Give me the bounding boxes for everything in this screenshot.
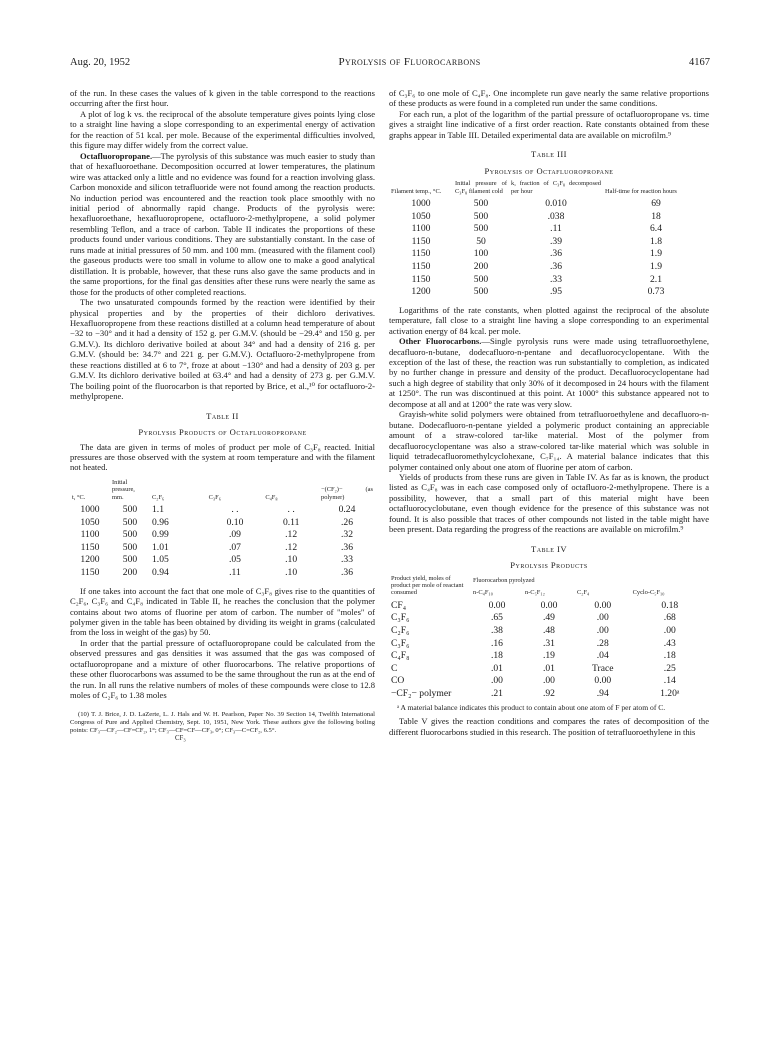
- table-stub-header: Product yield, moles of product per mole of reactant consumed: [391, 574, 464, 597]
- table-row: [389, 650, 709, 663]
- table-cell: .14: [663, 675, 676, 687]
- table-cell: −CF₂− polymer: [391, 687, 452, 699]
- table-header: C₃F₆: [208, 493, 221, 501]
- table-cell: .038: [547, 210, 565, 222]
- table-row: [389, 612, 709, 625]
- paragraph: Yields of products from these runs are given in Table IV. As far as is known, the product listed as C₄F₈ was in each case composed only of octafluoro-2-methylpropene. There is a possibility, however, that a small part of this material might have been octafluorocyclobutane, even though evidence for the presence of this substance was not found. It is also possible that traces of other compounds not listed in the table might have been present. Data regarding the progress of the reactions are available on microfilm.⁹: [389, 471, 709, 535]
- table-cell: .28: [596, 637, 609, 649]
- table-3-title: Pyrolysis of Octafluoropropane: [484, 165, 614, 176]
- table-row: [389, 600, 709, 613]
- table-cell: 1000: [80, 504, 100, 516]
- table-cell: .00: [542, 675, 555, 687]
- table-cell: 200: [473, 260, 489, 272]
- table-cell: 500: [122, 554, 138, 566]
- table-header: n-C₅F₁₂: [524, 589, 545, 597]
- table-cell: .49: [542, 612, 555, 624]
- table-cell: 500: [122, 516, 138, 528]
- table-cell: CO: [391, 675, 405, 687]
- table-2: [70, 479, 375, 580]
- table-row: [389, 675, 709, 688]
- table-cell: .11: [550, 223, 562, 235]
- table-cell: 1200: [411, 286, 431, 298]
- paragraph: of C₃F₆ to one mole of C₄F₈. One incomplete run gave nearly the same relative proportions of these products as were found in a completed run under the same conditions.: [389, 88, 709, 109]
- table-cell: .36: [550, 248, 562, 260]
- table-cell: Trace: [592, 662, 614, 674]
- table-4: [389, 575, 709, 701]
- run-in-heading: Other Fluorocarbons.: [399, 336, 482, 347]
- table-cell: .12: [285, 541, 298, 553]
- table-row: [70, 517, 375, 530]
- table-cell: .01: [490, 662, 503, 674]
- paragraph: In order that the partial pressure of octafluoropropane could be calculated from the observed pressures and gas densities it was assumed that the gas was composed of octafluoropropane and a mixture of other fluorocarbons. The relative proportions of these other fluorocarbons was assumed to be the same throughout the run as at the end of the run. In all runs the relative numbers of moles of these compounds were close to 12.8 moles of C₂F₆ to 1.38 moles: [70, 637, 375, 701]
- left-column: [70, 88, 375, 743]
- table-cell: .95: [550, 286, 562, 298]
- table-cell: 1.01: [152, 541, 169, 553]
- table-cell: .01: [542, 662, 555, 674]
- table-cell: .12: [285, 529, 298, 541]
- table-cell: 0.00: [488, 599, 506, 611]
- table-cell: C₃F₆: [391, 637, 410, 649]
- table-group-header: Fluorocarbon pyrolyzed: [473, 577, 535, 585]
- table-cell: .92: [542, 687, 555, 699]
- table-cell: 1000: [411, 197, 431, 209]
- table-cell: 100: [473, 248, 489, 260]
- table-row: [389, 688, 709, 701]
- table-cell: 1150: [411, 273, 431, 285]
- paragraph: [70, 151, 375, 297]
- table-cell: 500: [473, 210, 489, 222]
- table-cell: .94: [596, 687, 609, 699]
- table-cell: .05: [228, 554, 241, 566]
- header-date: Aug. 20, 1952: [70, 57, 131, 68]
- table-cell: 1100: [80, 529, 100, 541]
- table-row: [389, 286, 709, 299]
- paragraph: Logarithms of the rate constants, when plotted against the reciprocal of the absolute temperature, fall close to a straight line having a slope corresponding to an experimental activation energy of 84 kcal. per mole.: [389, 304, 709, 336]
- table-header: Initial pressure, mm.: [112, 478, 135, 501]
- table-row: [389, 223, 709, 236]
- table-cell: .31: [542, 637, 555, 649]
- table-cell: CF₄: [391, 599, 407, 611]
- table-cell: 500: [122, 541, 138, 553]
- table-cell: 1100: [411, 223, 431, 235]
- table-cell: .19: [542, 650, 555, 662]
- table-cell: C₂F₆: [391, 625, 410, 637]
- table-header: n-C₄F₁₀: [473, 589, 493, 597]
- table-cell: 0.73: [647, 286, 665, 298]
- table-header: C₂F₆: [152, 493, 165, 501]
- footnote: (10) T. J. Brice, J. D. LaZerte, L. J. Hals and W. H. Pearlson, Paper No. 39 Section 14, Twelfth International Congress of Pure and Applied Chemistry, Sept. 10, 1951, New York. These authors give the following boiling points: CF₃—CF₂—CF=CF₂, 1°; CF₃—CF=CF—CF₃, 0°; CF₃—C=CF₂, 6.5°.: [70, 710, 375, 735]
- table-cell: .10: [285, 567, 298, 579]
- table-cell: 1050: [411, 210, 431, 222]
- table-cell: 1.05: [152, 554, 169, 566]
- header-title: Pyrolysis of Fluorocarbons: [338, 56, 481, 68]
- table-header: Filament temp., °C.: [391, 187, 442, 195]
- table-row: [389, 638, 709, 651]
- table-cell: 1.9: [650, 248, 662, 260]
- table-row: [389, 261, 709, 274]
- table-cell: 500: [473, 273, 489, 285]
- table-cell: .18: [490, 650, 503, 662]
- table-cell: .26: [341, 516, 353, 528]
- table-cell: 500: [473, 286, 489, 298]
- table-row: [70, 567, 375, 580]
- table-header: −(CF₂)− (as polymer): [321, 486, 373, 501]
- table-cell: .11: [229, 567, 241, 579]
- table-header: C₄F₈: [265, 493, 278, 501]
- paragraph: For each run, a plot of the logarithm of the partial pressure of octafluoropropane vs. time gives a straight line indicative of a first order reaction. Rate constants obtained from these graphs appear in Table III. Detailed experimental data are available on microfilm.⁹: [389, 108, 709, 140]
- table-cell: 0.24: [338, 504, 356, 516]
- table-row: [389, 625, 709, 638]
- table-cell: C₄F₈: [391, 650, 410, 662]
- table-2-title: Pyrolysis Products of Octafluoropropane: [138, 427, 307, 438]
- table-cell: 1.1: [152, 504, 164, 516]
- table-cell: 0.010: [545, 197, 567, 209]
- paragraph-text: —The pyrolysis of this substance was much easier to study than that of hexafluoroethane. Decomposition occurred at lower temperatures, the platinum wire was attacked only a little and no evidence was found for a reaction involving glass. Carbon monoxide and silicon tetrafluoride were not found among the reaction products. No induction period was encountered and the reaction took place smoothly with no initial period of abnormally rapid change. Products of the pyrolysis were: hexafluoroethane, hexafluoropropene, octafluoro-2-methylpropene, a solid polymer resembling Teflon, and a trace of carbon. Table II indicates the proportions of these products found under various conditions. They are substantially constant. In the case of runs made at initial pressures of 50 mm. and 100 mm. (measured with the filament cool) the gaseous products were too small in volume to allow one to make a good analytical distillation. It is probable, however, that these runs also gave the same products and in the same proportions, for the final gas densities after these runs were nearly the same as those for the products of other completed reactions.: [70, 150, 375, 297]
- table-cell: 1.9: [650, 260, 662, 272]
- table-cell: .33: [550, 273, 562, 285]
- table-cell: .00: [663, 625, 676, 637]
- table-header: C₂F₄: [576, 589, 590, 597]
- table-cell: .04: [596, 650, 609, 662]
- table-4-footnote: ᵃ A material balance indicates this product to contain about one atom of F per atom of C.: [397, 702, 666, 712]
- table-cell: 0.94: [152, 567, 169, 579]
- table-cell: 1.8: [650, 235, 662, 247]
- table-cell: 500: [122, 504, 138, 516]
- table-cell: C: [391, 662, 398, 674]
- right-column: [389, 88, 709, 737]
- table-cell: C₃F₆: [391, 612, 410, 624]
- table-cell: 0.18: [661, 599, 679, 611]
- paragraph: If one takes into account the fact that one mole of C₃F₈ gives rise to the quantities of C₂F₆, C₃F₆ and C₄F₈ indicated in Table II, he reaches the conclusion that the polymer contains about two atoms of fluorine per atom of carbon. The number of "moles" of polymer given in the table has been obtained by dividing its weight in grams (calculated from the loss in weight of the gas) by 50.: [70, 585, 375, 638]
- paragraph: [389, 336, 709, 409]
- table-3: [389, 180, 709, 299]
- table-cell: 500: [473, 197, 489, 209]
- paragraph: Table V gives the reaction conditions and compares the rates of decomposition of the different fluorocarbons studied in this research. The position of tetrafluoroethylene in this: [389, 716, 709, 737]
- table-cell: .18: [663, 650, 676, 662]
- table-cell: .36: [341, 541, 353, 553]
- table-cell: .48: [542, 625, 555, 637]
- table-4-label: Table IV: [530, 543, 568, 554]
- table-cell: .21: [490, 687, 503, 699]
- table-row: [389, 248, 709, 261]
- paragraph: The two unsaturated compounds formed by the reaction were identified by their physical properties and by the properties of their dichloro derivatives. Hexafluoropropene from these reactions distilled at a column head temperature of about −32 to −30° and it had a density of 152 g. per G.M.V. (should be −29.4° and 150 g. per G.M.V.). Its dichloro derivative boiled at about 34° and had a density of 216 g. per G.M.V. (should be: 34.7° and 221 g. per G.M.V.). Octafluoro-2-methylpropene from these reactions distilled at 6 to 7°, froze at about −130° and had a density of 203 g. per G.M.V. Its dichloro derivative boiled at 63.4° and had a density of 273 g. per G.M.V. The boiling point of the fluorocarbon is that reported by Brice, et al.,¹⁰ for octafluoro-2-methylpropene.: [70, 297, 375, 402]
- table-cell: .36: [550, 260, 562, 272]
- table-cell: 500: [473, 223, 489, 235]
- footnote-formula-tail: CF₃: [175, 735, 186, 743]
- paragraph: Grayish-white solid polymers were obtained from tetrafluoroethylene and decafluoro-n-butane. Dodecafluoro-n-pentane yielded a polymeric product containing an appreciable amount of a straw-colored tar-like material. Most of the polymer from decafluorocyclopentane was also a straw-colored tar-like material which was soluble in liquid tetradecafluoromethylcyclohexane, C₇F₁₄. A material balance indicates that this polymer contained only about one atom of fluorine per atom of carbon.: [389, 409, 709, 472]
- table-cell: 6.4: [650, 223, 662, 235]
- table-cell: .16: [490, 637, 503, 649]
- table-cell: . .: [231, 504, 239, 516]
- table-cell: 1150: [411, 248, 431, 260]
- table-cell: 500: [122, 529, 138, 541]
- table-cell: .32: [341, 529, 353, 541]
- table-cell: .10: [285, 554, 298, 566]
- table-cell: 0.96: [152, 516, 169, 528]
- table-cell: 1200: [80, 554, 100, 566]
- table-cell: 200: [122, 567, 138, 579]
- table-3-label: Table III: [530, 149, 568, 160]
- table-2-note: The data are given in terms of moles of product per mole of C₃F₈ reacted. Initial pressures are those observed with the system at room temperature and with the filament not heated.: [70, 441, 375, 473]
- table-cell: .39: [550, 235, 562, 247]
- table-row: [389, 211, 709, 224]
- table-cell: 0.00: [594, 675, 612, 687]
- table-cell: .65: [490, 612, 503, 624]
- table-cell: 2.1: [650, 273, 662, 285]
- run-in-heading: Octafluoropropane.: [80, 150, 153, 161]
- table-cell: 1.20ᵃ: [660, 687, 680, 699]
- table-header: Half-time for reaction hours: [605, 187, 677, 195]
- table-cell: 18: [651, 210, 661, 222]
- table-cell: .68: [663, 612, 676, 624]
- running-header: [70, 56, 710, 70]
- paragraph: of the run. In these cases the values of k given in the table correspond to the reactions occurring after the first hour.: [70, 88, 375, 109]
- table-header: Initial pressure of C₃F₈ filament cold: [455, 180, 507, 195]
- table-cell: 1150: [411, 235, 431, 247]
- table-row: [389, 663, 709, 676]
- table-cell: .38: [490, 625, 503, 637]
- table-cell: .25: [663, 662, 676, 674]
- table-cell: .07: [228, 541, 241, 553]
- table-cell: 0.99: [152, 529, 169, 541]
- table-cell: .33: [341, 554, 353, 566]
- table-row: [70, 542, 375, 555]
- table-cell: 50: [476, 235, 486, 247]
- header-page-number: 4167: [689, 57, 710, 68]
- table-cell: .00: [596, 612, 609, 624]
- table-row: [389, 236, 709, 249]
- table-cell: 0.11: [282, 516, 300, 528]
- table-row: [389, 274, 709, 287]
- table-4-title: Pyrolysis Products: [510, 560, 588, 571]
- table-cell: .36: [341, 567, 353, 579]
- table-cell: 0.00: [594, 599, 612, 611]
- table-cell: .43: [663, 637, 676, 649]
- table-row: [389, 198, 709, 211]
- table-cell: 1150: [80, 541, 100, 553]
- table-cell: 0.10: [226, 516, 244, 528]
- table-cell: .00: [596, 625, 609, 637]
- table-2-label: Table II: [206, 410, 239, 421]
- table-header: Cyclo-C₅F₁₀: [632, 589, 665, 597]
- paragraph-text: —Single pyrolysis runs were made using tetrafluoroethylene, decafluoro-n-butane, dodecafluoro-n-pentane and decafluorocyclopentane. With the exception of the last of these, the reaction was run substantially to completion, as indicated by no further change in pressure and density of the product. Decafluorocyclopentane had such a high degree of stability that only 30% of it decomposed in 24 hours with the filament at 1250°. The run was discontinued at this point. At 1000° this substance appeared not to decompose at all and at 1200° the rate was very slow.: [389, 336, 709, 409]
- table-cell: 1050: [80, 516, 100, 528]
- table-cell: .09: [228, 529, 241, 541]
- table-header: k, fraction of C₃F₈ decomposed per hour: [511, 180, 601, 195]
- table-row: [70, 554, 375, 567]
- table-header: t, °C.: [72, 493, 86, 501]
- table-cell: . .: [287, 504, 295, 516]
- table-row: [70, 529, 375, 542]
- table-cell: 1150: [80, 567, 100, 579]
- table-cell: 69: [651, 197, 661, 209]
- table-cell: .00: [490, 675, 503, 687]
- table-row: [70, 504, 375, 517]
- paragraph: A plot of log k vs. the reciprocal of the absolute temperature gives points lying close to a straight line having a slope corresponding to an experimental energy of activation for the reaction of 51 kcal. per mole. Because of the experimental difficulties involved, this figure may differ widely from the correct value.: [70, 108, 375, 151]
- table-cell: 1150: [411, 260, 431, 272]
- table-cell: 0.00: [540, 599, 558, 611]
